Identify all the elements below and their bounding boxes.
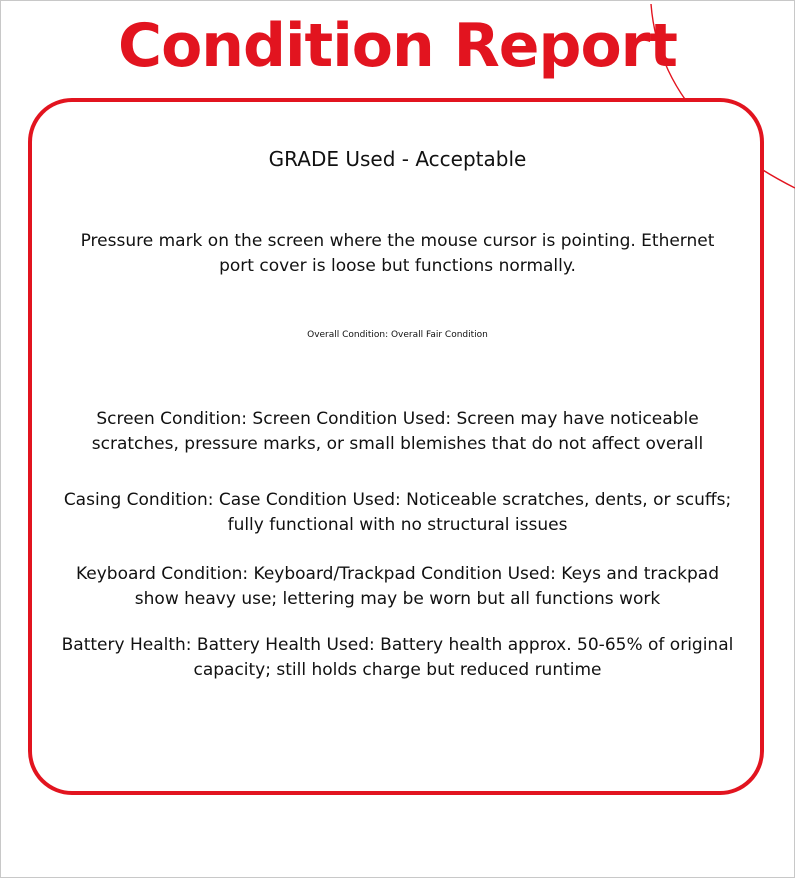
- casing-condition: Casing Condition: Case Condition Used: Noticeable scratches, dents, or scuffs; fully functional with no structural issues: [63, 490, 732, 535]
- grade-label: GRADE Used - Acceptable: [268, 147, 527, 171]
- condition-notes: Pressure mark on the screen where the mouse cursor is pointing. Ethernet port cover is loose but functions normally.: [80, 231, 715, 276]
- page-title: Condition Report: [118, 11, 677, 81]
- battery-health: Battery Health: Battery Health Used: Battery health approx. 50-65% of original capacity; still holds charge but reduced runtime: [61, 635, 734, 680]
- screen-condition: Screen Condition: Screen Condition Used: Screen may have noticeable scratches, pressure marks, or small blemishes that do not affect overall: [91, 409, 704, 454]
- keyboard-condition: Keyboard Condition: Keyboard/Trackpad Condition Used: Keys and trackpad show heavy use; lettering may be worn but all functions work: [75, 564, 720, 609]
- overall-condition: Overall Condition: Overall Fair Condition: [307, 330, 488, 340]
